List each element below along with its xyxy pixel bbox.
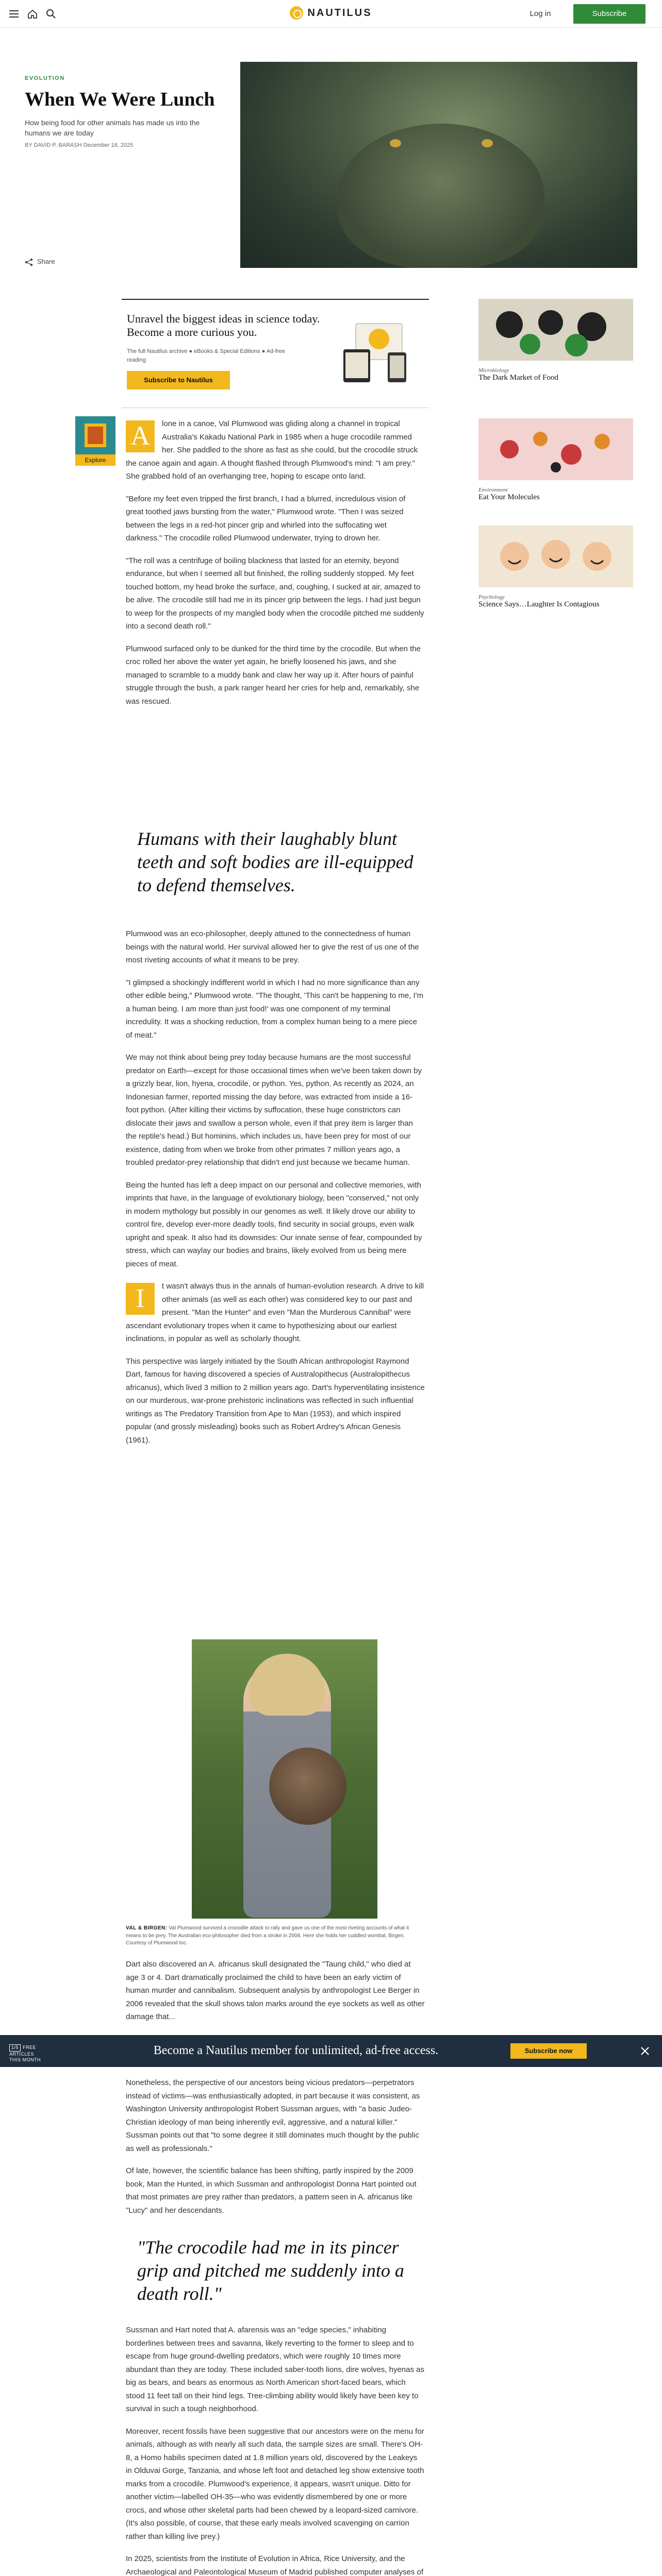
article-body-section-1 (126, 417, 425, 717)
search-icon[interactable] (45, 8, 57, 20)
paragraph: Plumwood surfaced only to be dunked for the third time by the crocodile. But when the croc rolled her above the water yet again, he briefly loosened his jaws, and she managed to scramble to a muddy bank and claw her way up it. After hours of painful struggle through the bush, a park ranger heard her cries for help and, remarkably, she was rescued. (126, 644, 421, 706)
menu-icon[interactable] (8, 8, 20, 20)
explore-tile-icon (75, 416, 115, 454)
share-label: Share (37, 258, 55, 265)
nautilus-logo-icon (290, 6, 303, 20)
figure-caption: VAL & BIRGEN: Val Plumwood survived a crocodile attack to rally and gave us one of the most riveting accounts of what it means to be prey. The Australian eco-philosopher died from a stroke in 2008. Here she holds her cuddled wombat, Birgen. Courtesy of Plumwood Inc. (126, 1925, 409, 1946)
free-articles-counter: 1/5 FREE ARTICLES THIS MONTH (9, 2045, 41, 2063)
paragraph: Dart also discovered an A. africanus skull designated the "Taung child," who died at age 3 or 4. Dart dramatically proclaimed the child to have been an early victim of human murder and cannibalism. Subsequent analysis by anthropologist Lee Berger in 2006 revealed that the skull shows talon marks around the eye sockets as well as other damage that... (126, 1960, 425, 2021)
paragraph: Plumwood was an eco-philosopher, deeply attuned to the connectedness of human beings with the natural world. Her survival allowed her to give the rest of us one of the most riveting accounts of what it means to be prey. (126, 929, 419, 964)
sidebar-title: Eat Your Molecules (478, 493, 540, 501)
site-logo[interactable] (268, 6, 394, 22)
paragraph: "Before my feet even tripped the first branch, I had a blurred, incredulous vision of great toothed jaws bursting from the water," Plumwood wrote. "Then I was seized between the legs in a red-hot pincer grip and whirled into the suffocating wet darkness." The crocodile rolled Plumwood underwater, trying to drown her. (126, 494, 406, 543)
sidebar-article-3[interactable] (478, 526, 633, 609)
paragraph: Being the hunted has left a deep impact on our personal and collective memories, with imprints that have, in the language of evolutionary biology, been "conserved," not only in modern mythology but possibly in our genomes as well. It likely drove our ability to control fire, develop ever-more deadly tools, find security in social groups, even walk upright and speak. It also had its downsides: Our innate sense of fear, compounded by stress, which can waylay our bodies and brains, likely evolved from us being mere pieces of meat. (126, 1180, 422, 1268)
top-nav (0, 0, 662, 28)
paragraph: We may not think about being prey today because humans are the most successful predator on Earth—except for those occasional times when we've been taken down by a grizzly bear, lion, hyena, crocodile, or python. Yes, python. As recently as 2024, an Indonesian farmer, reported missing the day before, was extracted from inside a 16-foot python. (After killing their victims by suffocation, these huge constrictors can dislocate their jaws and swallow a person whole, even if that prey item is larger than the reptile's head.) But hominins, which includes us, have been prey for most of our existence, dating from when we broke from other primates 7 million years ago, a troubled predator-prey relationship that didn't end just because we became human. (126, 1053, 422, 1167)
paragraph: Sussman and Hart noted that A. afarensis was an "edge species," inhabiting borderlines between trees and savanna, likely reverting to the former to sleep and to escape from huge ground-dwelling predators, which were roughly 10 times more abundant than they are today. These included saber-tooth lions, dire wolves, hyenas as big as bears, and bears as enormous as North American short-faced bears, which stood 11 feet tall on their hind legs. Tree-climbing ability would likely have been key to survival in such a tough neighborhood. (126, 2326, 424, 2413)
free-count: 1/5 (9, 2044, 21, 2052)
photo-val-plumwood-wombat (192, 1639, 377, 1919)
banner-subscribe-button[interactable]: Subscribe now (510, 2043, 587, 2059)
sidebar-article-1[interactable] (478, 299, 633, 382)
sidebar-image-molecules (478, 418, 633, 480)
share-icon (25, 258, 33, 266)
paragraph: Nonetheless, the perspective of our ancestors being vicious predators—perpetrators instead of victims—was enthusiastically adopted, in part because it was consistent, as Washington University anthropologist Robert Sussman argues, with "a basic Judeo-Christian ideology of man being inherently evil, aggressive, and a natural killer." Sussman points out that "to some degree it still dominates much thought by the public as well as professionals." (126, 2078, 420, 2153)
logo-text: NAUTILUS (307, 7, 372, 19)
paragraph: "I glimpsed a shockingly indifferent world in which I had no more significance than any other edible being," Plumwood wrote. "The thought, 'This can't be happening to me, I'm a human being. I am more than just food!' was one component of my terminal incredulity. It was a shocking reduction, from a complex human being to a mere piece of meat." (126, 978, 424, 1040)
paragraph: A lone in a canoe, Val Plumwood was gliding along a channel in tropical Australia's Kakadu National Park in 1985 when a huge crocodile rammed her. She paddled to the shore as fast as she could, but the crocodile struck the canoe again and again. A thought flashed through Plumwood's mind: "I am prey." She grabbed hold of an overhanging tree, hoping to escape onto land. (126, 419, 418, 481)
caption-label: VAL & BIRGEN: (126, 1925, 168, 1931)
sidebar-kicker: Psychology (478, 594, 505, 600)
share-button[interactable] (25, 258, 55, 266)
paragraph: Of late, however, the scientific balance has been shifting, partly inspired by the 2009 book, Man the Hunted, in which Sussman and anthropologist Donna Hart pointed out that most primates are prey rather than predators, a pattern seen in A. africanus like "Lucy" and her descendants. (126, 2166, 417, 2215)
magazine-devices-illustration (340, 318, 418, 385)
drop-cap: A (126, 420, 155, 452)
pull-quote: "The crocodile had me in its pincer grip and pitched me suddenly into a death roll." (137, 2237, 404, 2304)
promo-benefits: The full Nautilus archive ● eBooks & Special Editions ● Ad-free reading (127, 348, 285, 363)
login-link[interactable]: Log in (529, 9, 551, 18)
sidebar-title: The Dark Market of Food (478, 374, 558, 382)
promo-subscribe-button[interactable]: Subscribe to Nautilus (127, 371, 230, 389)
article-body-section-3 (126, 1958, 425, 2033)
promo-heading: Unravel the biggest ideas in science today. Become a more curious you. (127, 312, 320, 339)
article-kicker[interactable]: EVOLUTION (25, 75, 65, 81)
article-body-section-2 (126, 927, 425, 1456)
sidebar-image-laughter (478, 526, 633, 587)
explore-label: Explore (75, 454, 115, 466)
paragraph: I t wasn't always thus in the annals of human-evolution research. A drive to kill other animals (as well as each other) was considered key to our past and present. "Man the Hunter" and even "Man the Murderous Cannibal" were ascendant evolutionary tropes when it came to hypothesizing about our earliest inclinations, in popular as well as scholarly thought. (126, 1282, 424, 1343)
paragraph: This perspective was largely initiated by the South African anthropologist Raymond Dart, famous for having discovered a species of Australopithecus (Australopithecus africanus), which lived 3 million to 2 million years ago. Dart's hyperventilating insistence on our murderous, war-prone prehistoric inclinations was reflected in such influential writings as The Predatory Transition from Ape to Man (1953), and which inspired popular (and grossly misleading) books such as Robert Ardrey's African Genesis (1961). (126, 1357, 425, 1445)
close-icon[interactable] (639, 2045, 651, 2057)
subscribe-button[interactable]: Subscribe (573, 4, 646, 24)
paragraph: Moreover, recent fossils have been suggestive that our ancestors were on the menu for animals, although as with nearly all such data, the sample sizes are small. There's OH-8, a Homo habilis specimen dated at 1.8 million years old, discovered by the Leakeys in Olduvai Gorge, Tanzania, and whose left foot and detached leg show extensive tooth marks from a crocodile. Plumwood's experience, it appears, wasn't unique. Ditto for another victim—labelled OH-35—who was evidently dismembered by one or more crocs, and whose other skeletal parts had been chewed by a leopard-sized carnivore. (It's also possible, of course, that these early meals involved scavenging on carrion rather than killing live prey.) (126, 2427, 424, 2541)
hero-image-crocodile (240, 62, 637, 268)
drop-cap: I (126, 1283, 155, 1315)
article-title: When We Were Lunch (25, 89, 215, 110)
paragraph: "The roll was a centrifuge of boiling blackness that lasted for an eternity, beyond endurance, but when I seemed all but finished, the rolling suddenly stopped. My feet touched bottom, my head broke the surface, and, coughing, I sucked at air, amazed to be alive. The crocodile still had me in its pincer grip between the legs. I had just begun to weep for the prospects of my mangled body when the crocodile pitched me suddenly into a second death roll." (126, 556, 424, 631)
sidebar-title: Science Says…Laughter Is Contagious (478, 600, 600, 608)
promo-box (122, 299, 429, 408)
sidebar-image-food (478, 299, 633, 361)
explore-badge[interactable] (75, 416, 115, 466)
byline: BY DAVID P. BARASH December 18, 2025 (25, 142, 134, 148)
sidebar-article-2[interactable] (478, 418, 633, 502)
pull-quote: Humans with their laughably blunt teeth and soft bodies are ill-equipped to defend themselves. (137, 828, 413, 895)
sidebar-kicker: Environment (478, 487, 508, 493)
article-body-section-5 (126, 2324, 425, 2576)
paragraph: In 2025, scientists from the Institute of Evolution in Africa, Rice University, and the Archaeological and Paleontological Museum of Madrid published computer analyses of (126, 2554, 424, 2576)
sidebar-kicker: Microbiology (478, 367, 509, 374)
article-body-section-4 (126, 2076, 425, 2226)
membership-banner (0, 2035, 662, 2067)
article-dek: How being food for other animals has made us into the humans we are today (25, 118, 200, 138)
banner-message: Become a Nautilus member for unlimited, ad-free access. (153, 2044, 439, 2057)
home-icon[interactable] (27, 8, 38, 20)
